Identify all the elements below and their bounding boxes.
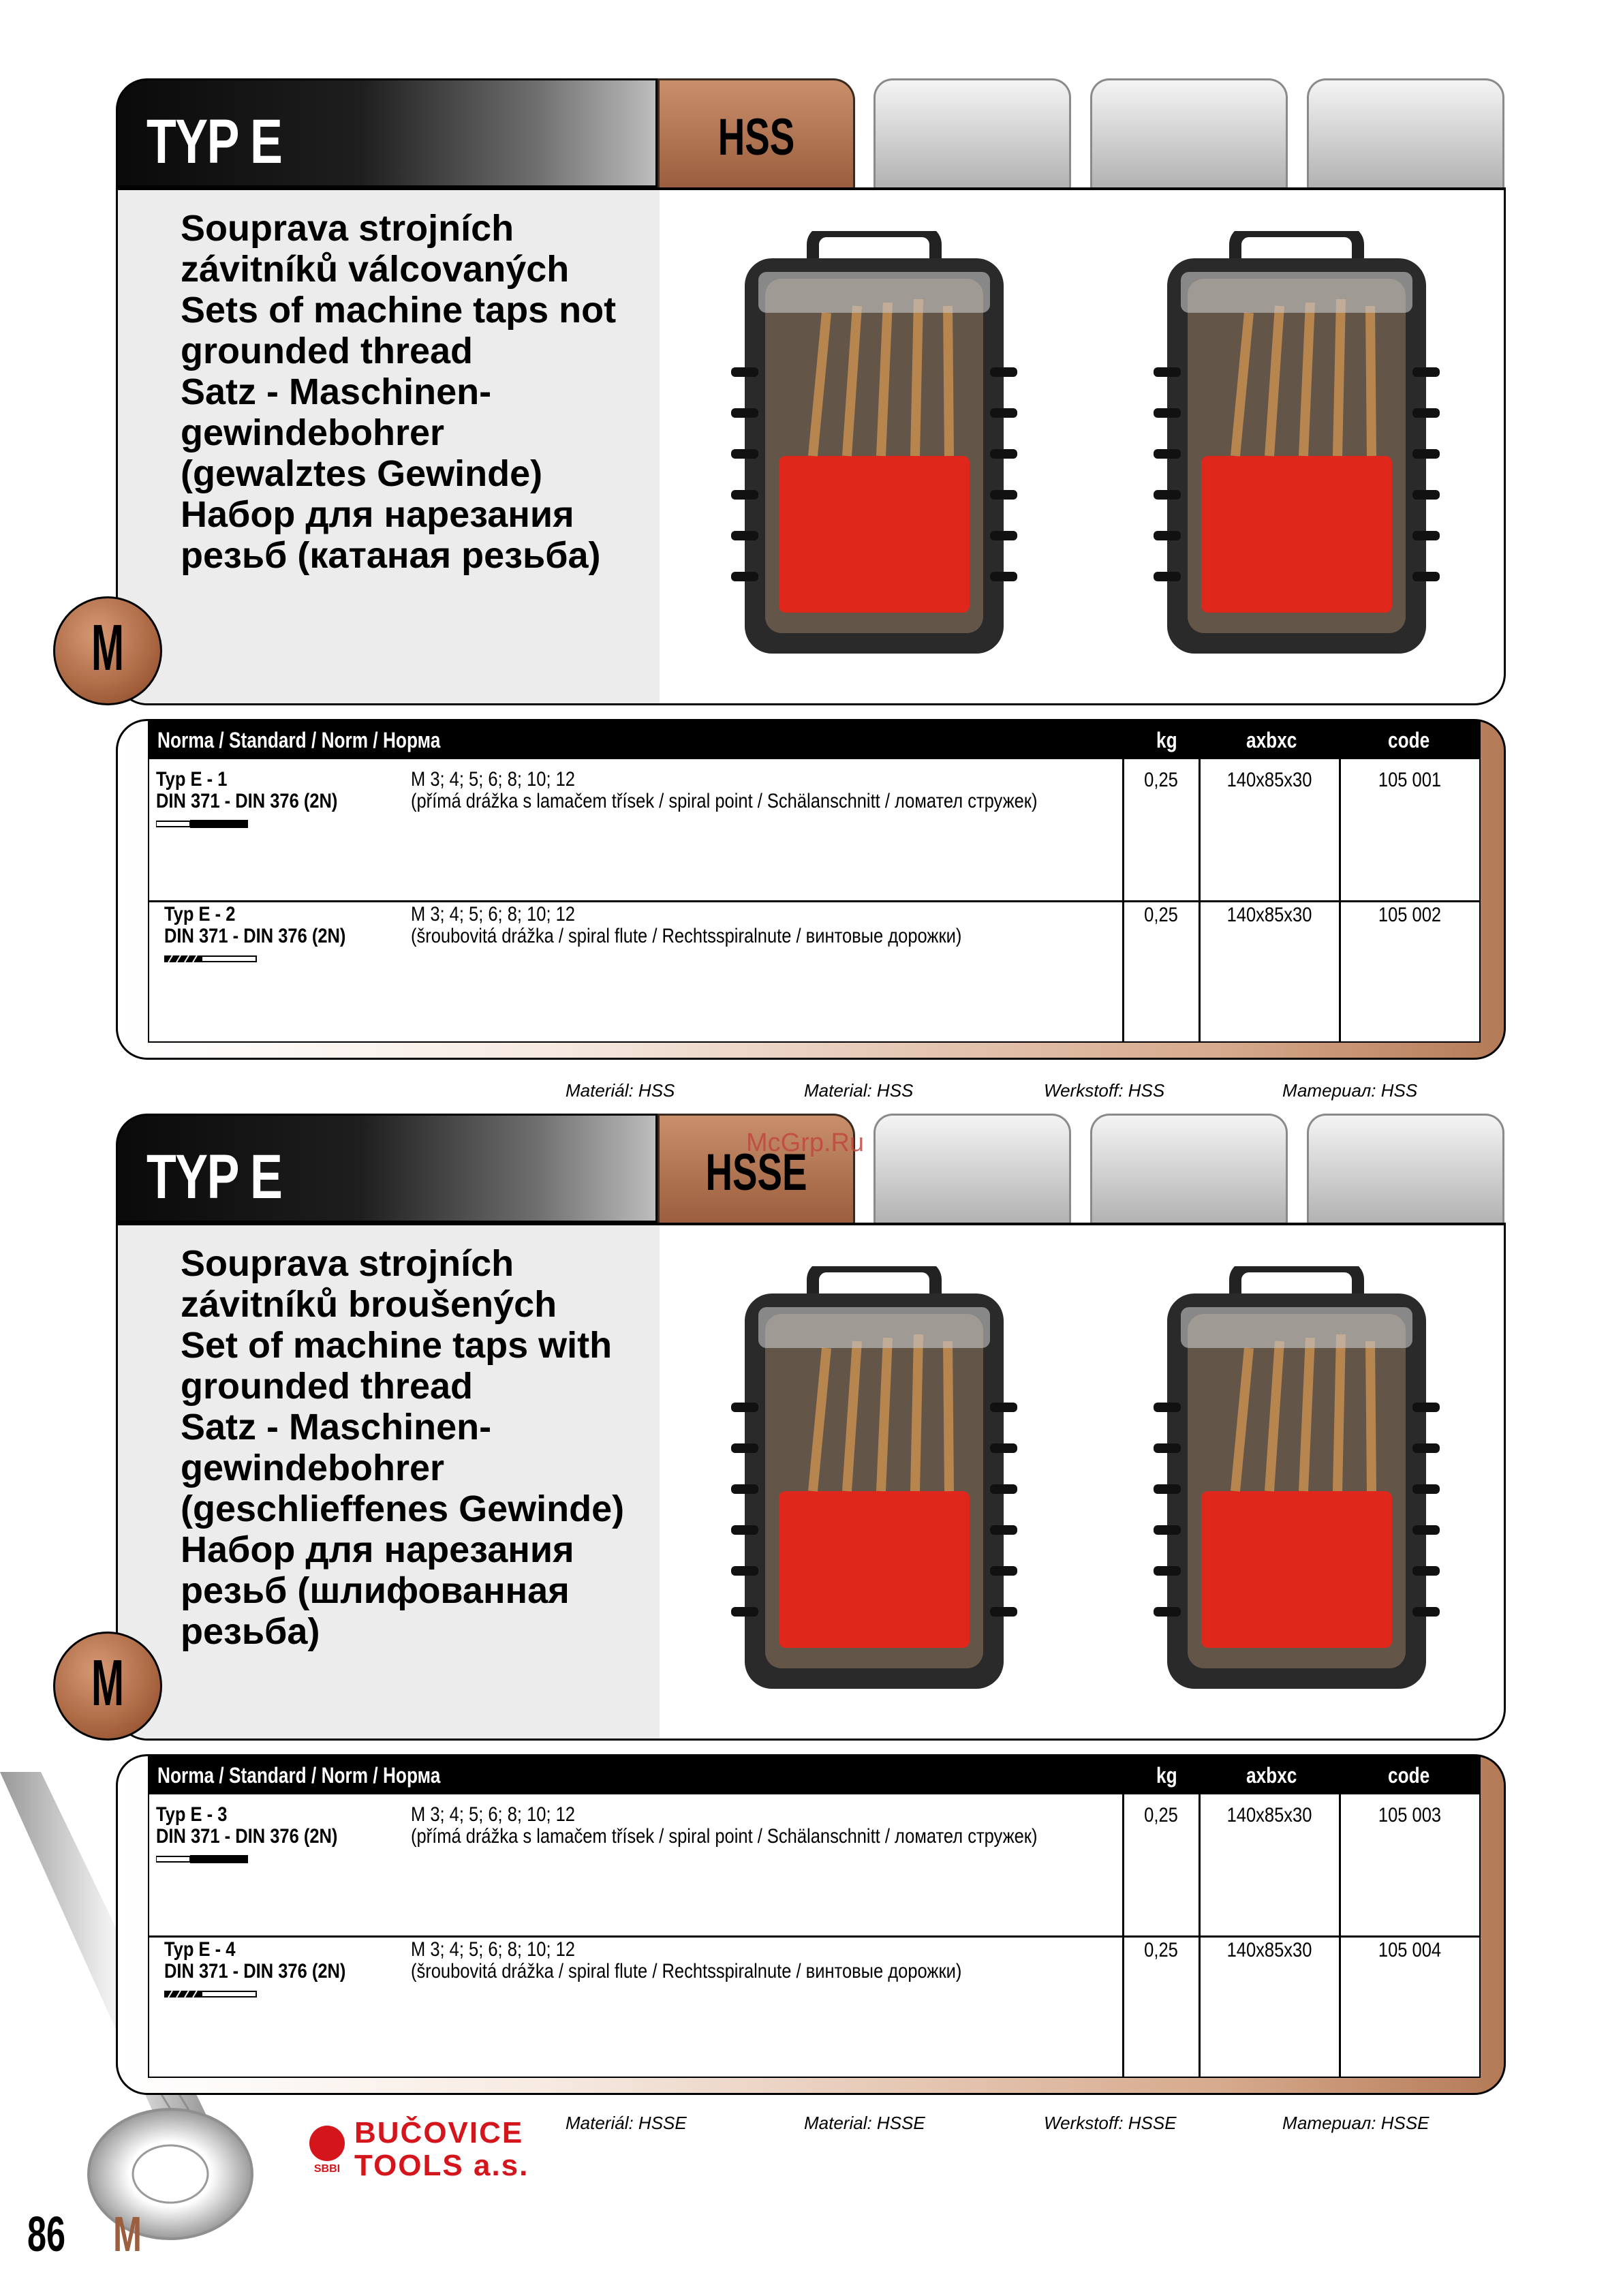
tap-set-case-image (731, 231, 1017, 667)
spiral-point-tap-icon (156, 1853, 251, 1865)
category-badge-letter: M (91, 611, 124, 684)
material-ru: Материал: HSSE (1282, 2113, 1429, 2133)
table-row (149, 1804, 1479, 1938)
header-kg: kg (1156, 728, 1177, 752)
row-divider (149, 900, 1479, 902)
description-line: (gewalztes Gewinde) (181, 453, 543, 494)
empty-tab (874, 1114, 1071, 1223)
row-note: (přímá drážka s lamačem třísek / spiral point / Schälanschnitt / ломател стружек) (411, 1825, 1038, 1848)
row-din: DIN 371 - DIN 376 (2N) (164, 1960, 346, 1983)
empty-tab (1307, 78, 1504, 187)
description-line: grounded thread (181, 331, 473, 371)
company-logo (307, 2116, 552, 2184)
spec-table (148, 721, 1481, 1043)
category-badge (53, 596, 162, 705)
header-code: code (1388, 1763, 1430, 1788)
logo-line1: BUČOVICE (354, 2116, 524, 2149)
material-cz: Materiál: HSSE (566, 2113, 687, 2133)
tap-set-case-image (731, 1266, 1017, 1702)
spec-table-frame (116, 1754, 1506, 2095)
description-line: Sets of machine taps not (181, 290, 617, 331)
row-kg: 0,25 (1144, 904, 1178, 926)
empty-tab (1090, 78, 1288, 187)
row-type: Typ E - 4 (164, 1938, 236, 1961)
header-dims: axbxc (1246, 1763, 1297, 1788)
material-de: Werkstoff: HSSE (1044, 2113, 1177, 2133)
row-type: Typ E - 1 (156, 768, 228, 791)
product-description (181, 208, 658, 576)
logo-line2: TOOLS a.s. (354, 2149, 529, 2182)
table-header (149, 721, 1479, 759)
description-line: závitníků válcovaných (181, 249, 570, 290)
watermark: McGrp.Ru (746, 1129, 865, 1157)
row-code: 105 003 (1378, 1804, 1442, 1826)
description-line: Satz - Maschinen- (181, 371, 492, 412)
row-type: Typ E - 2 (164, 903, 236, 925)
spiral-flute-tap-icon (164, 953, 260, 965)
table-row (149, 1939, 1479, 2072)
row-kg: 0,25 (1144, 769, 1178, 791)
row-dims: 140x85x30 (1226, 769, 1312, 791)
row-sizes: M 3; 4; 5; 6; 8; 10; 12 (411, 1938, 575, 1961)
logo-mark-icon (307, 2123, 347, 2177)
description-area (118, 1225, 660, 1739)
table-row (149, 904, 1479, 1037)
row-din: DIN 371 - DIN 376 (2N) (164, 925, 346, 947)
row-dims: 140x85x30 (1226, 1804, 1312, 1826)
description-line: резьб (катаная резьба) (181, 535, 601, 576)
spec-table (148, 1756, 1481, 2078)
type-title-tab (116, 78, 658, 187)
description-line: gewindebohrer (181, 412, 445, 453)
logo-mark-text: SBBI (313, 2163, 341, 2175)
material-en: Material: HSS (804, 1080, 914, 1101)
header-dims: axbxc (1246, 728, 1297, 752)
spec-table-frame (116, 719, 1506, 1060)
material-ru: Материал: HSS (1282, 1080, 1418, 1101)
description-area (118, 190, 660, 703)
row-sizes: M 3; 4; 5; 6; 8; 10; 12 (411, 1803, 575, 1826)
category-badge (53, 1632, 162, 1741)
type-title: TYP E (146, 1142, 282, 1212)
page-section-letter: M (113, 2207, 142, 2262)
product-description (181, 1243, 658, 1652)
tab-bar (116, 78, 1506, 187)
header-norm: Norma / Standard / Norm / Норма (157, 1763, 441, 1788)
table-header (149, 1756, 1479, 1794)
empty-tab (874, 78, 1071, 187)
table-row (149, 769, 1479, 902)
material-tab (658, 78, 855, 187)
row-kg: 0,25 (1144, 1804, 1178, 1826)
row-note: (přímá drážka s lamačem třísek / spiral point / Schälanschnitt / ломател стружек) (411, 790, 1038, 812)
row-kg: 0,25 (1144, 1939, 1178, 1961)
row-din: DIN 371 - DIN 376 (2N) (156, 1825, 338, 1848)
description-line: Satz - Maschinen- (181, 1407, 492, 1448)
material-tab-label: HSSE (705, 1144, 807, 1201)
type-title: TYP E (146, 107, 282, 177)
row-din: DIN 371 - DIN 376 (2N) (156, 790, 338, 812)
header-kg: kg (1156, 1763, 1177, 1788)
description-line: (geschlieffenes Gewinde) (181, 1488, 625, 1529)
material-tab-label: HSS (717, 108, 795, 166)
row-dims: 140x85x30 (1226, 904, 1312, 926)
spiral-point-tap-icon (156, 818, 251, 830)
tap-set-case-image (1154, 1266, 1440, 1702)
empty-tab (1307, 1114, 1504, 1223)
row-note: (šroubovitá drážka / spiral flute / Rechtsspiralnute / винтовые дорожки) (411, 1960, 962, 1983)
material-de: Werkstoff: HSS (1044, 1080, 1165, 1101)
description-line: Souprava strojních (181, 1243, 514, 1284)
row-sizes: M 3; 4; 5; 6; 8; 10; 12 (411, 768, 575, 791)
row-type: Typ E - 3 (156, 1803, 228, 1826)
description-line: grounded thread (181, 1366, 473, 1407)
type-title-tab (116, 1114, 658, 1223)
description-line: резьба) (181, 1611, 320, 1652)
product-panel (116, 187, 1506, 705)
material-en: Material: HSSE (804, 2113, 925, 2133)
row-code: 105 004 (1378, 1939, 1442, 1961)
description-line: Souprava strojních (181, 208, 514, 249)
spiral-flute-tap-icon (164, 1988, 260, 2000)
row-note: (šroubovitá drážka / spiral flute / Rechtsspiralnute / винтовые дорожки) (411, 925, 962, 947)
description-line: резьб (шлифованная (181, 1570, 570, 1611)
description-line: Набор для нарезания (181, 1529, 574, 1570)
tap-set-case-image (1154, 231, 1440, 667)
category-badge-letter: M (91, 1647, 124, 1719)
empty-tab (1090, 1114, 1288, 1223)
material-cz: Materiál: HSS (566, 1080, 675, 1101)
product-panel (116, 1223, 1506, 1741)
page-number: 86 (27, 2207, 66, 2262)
header-code: code (1388, 728, 1430, 752)
description-line: Набор для нарезания (181, 494, 574, 535)
header-norm: Norma / Standard / Norm / Норма (157, 728, 441, 752)
row-code: 105 001 (1378, 769, 1442, 791)
description-line: gewindebohrer (181, 1448, 445, 1488)
row-sizes: M 3; 4; 5; 6; 8; 10; 12 (411, 903, 575, 925)
row-code: 105 002 (1378, 904, 1442, 926)
row-divider (149, 1935, 1479, 1938)
row-dims: 140x85x30 (1226, 1939, 1312, 1961)
description-line: Set of machine taps with (181, 1325, 613, 1366)
description-line: závitníků broušených (181, 1284, 557, 1325)
